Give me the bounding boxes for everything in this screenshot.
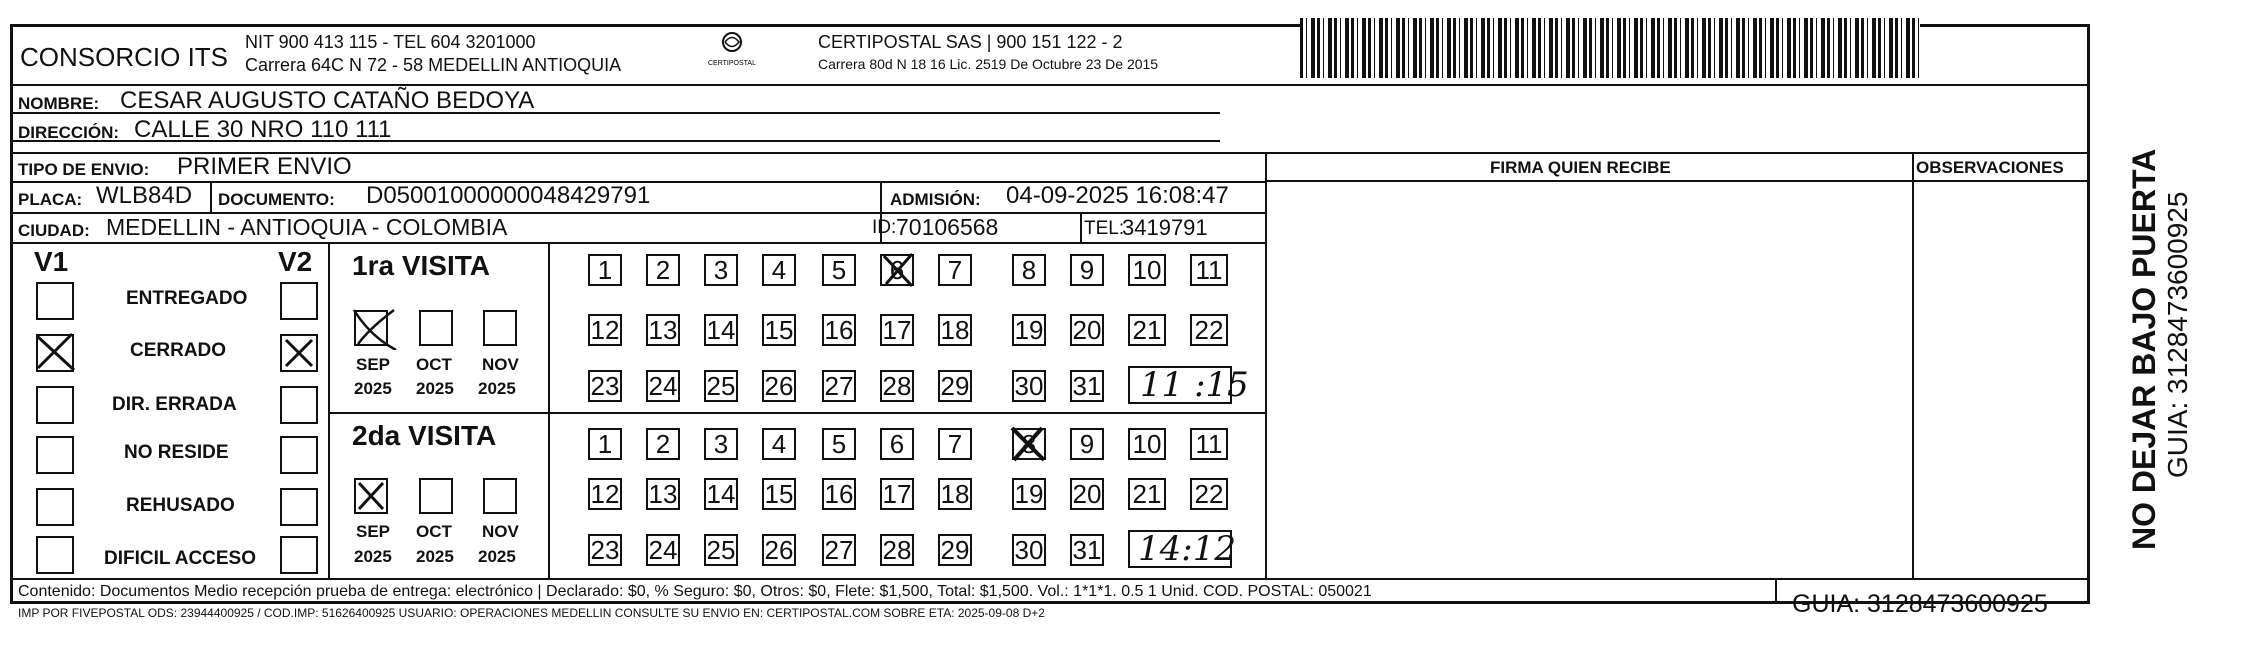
visit2-day-button[interactable]: 24	[646, 534, 680, 566]
visit1-day-button[interactable]: 3	[704, 254, 738, 286]
footer-content-line: Contenido: Documentos Medio recepción prueba de entrega: electrónico | Declarado: $0, % Seguro: $0, Otros: $0, Flete: $1,500, Total: $1,500. Vol.: 1*1*1. 0.5 1 Unid. COD. POSTAL: 050021	[18, 583, 1372, 600]
certipostal-line-2: Carrera 80d N 18 16 Lic. 2519 De Octubre 23 De 2015	[818, 56, 1159, 72]
visit2-year-oct: 2025	[416, 547, 454, 566]
v2-rehusado-checkbox[interactable]	[280, 488, 318, 526]
visit2-day-button[interactable]: 4	[762, 428, 796, 460]
visit2-month-nov: NOV	[482, 522, 519, 541]
visit1-month-sep-checkbox[interactable]	[354, 310, 388, 346]
visit1-day-button[interactable]: 18	[938, 314, 972, 346]
visit2-day-button[interactable]: 17	[880, 478, 914, 510]
tipo-value: PRIMER ENVIO	[177, 153, 352, 180]
nombre-value: CESAR AUGUSTO CATAÑO BEDOYA	[120, 87, 535, 114]
visit1-day-button[interactable]: 7	[938, 254, 972, 286]
visit1-month-oct: OCT	[416, 355, 452, 374]
barcode	[1300, 18, 1920, 78]
observaciones-header: OBSERVACIONES	[1916, 158, 2064, 177]
visit2-time-field[interactable]	[1128, 529, 1236, 569]
visit2-day-button-marked[interactable]: 8	[1012, 428, 1046, 460]
col-divider	[1912, 152, 1914, 578]
tel-value: 3419791	[1122, 215, 1208, 240]
visit1-day-button[interactable]: 5	[822, 254, 856, 286]
company-name: CONSORCIO ITS	[20, 42, 229, 72]
visit1-day-button[interactable]: 19	[1012, 314, 1046, 346]
v1-entregado-checkbox[interactable]	[36, 282, 74, 320]
certipostal-line-1: CERTIPOSTAL SAS | 900 151 122 - 2	[818, 32, 1123, 52]
v1-no-reside-checkbox[interactable]	[36, 436, 74, 474]
visit1-time-field[interactable]	[1128, 365, 1249, 405]
v1-rehusado-checkbox[interactable]	[36, 488, 74, 526]
visit2-day-button[interactable]: 19	[1012, 478, 1046, 510]
check-mark-icon	[350, 306, 404, 350]
col-divider	[210, 181, 212, 212]
visit1-day-button[interactable]: 8	[1012, 254, 1046, 286]
visit1-day-button[interactable]: 1	[588, 254, 622, 286]
status-no-reside: NO RESIDE	[124, 442, 229, 463]
visit2-day-button[interactable]: 22	[1190, 478, 1228, 510]
visit1-year-sep: 2025	[354, 379, 392, 398]
visit1-day-button[interactable]: 14	[704, 314, 738, 346]
footer-imp-line: IMP POR FIVEPOSTAL ODS: 23944400925 / COD.IMP: 51626400925 USUARIO: OPERACIONES MEDELLIN CONSULTE SU ENVIO EN: CERTIPOSTAL.COM SOBRE ETA: 2025-09-08 D+2	[18, 606, 1045, 620]
visit2-day-button[interactable]: 12	[588, 478, 622, 510]
visit2-day-button[interactable]: 26	[762, 534, 796, 566]
header-divider	[10, 84, 2090, 86]
visit1-year-oct: 2025	[416, 379, 454, 398]
visit2-day-button[interactable]: 7	[938, 428, 972, 460]
visit1-day-button[interactable]: 11	[1190, 254, 1228, 286]
documento-value: D05001000000048429791	[366, 182, 651, 209]
footer-guia: GUIA: 3128473600925	[1792, 590, 2048, 618]
visit1-day-button[interactable]: 31	[1070, 370, 1104, 402]
v2-dificil-acceso-checkbox[interactable]	[280, 536, 318, 574]
visit1-day-button[interactable]: 13	[646, 314, 680, 346]
visit2-day-button[interactable]: 21	[1128, 478, 1166, 510]
visit2-day-button[interactable]: 1	[588, 428, 622, 460]
placa-label: PLACA:	[18, 190, 83, 209]
visit1-time: 11 :15	[1140, 365, 1249, 405]
row-divider	[10, 242, 1265, 244]
col-divider	[1080, 212, 1082, 242]
visit2-day-button[interactable]: 30	[1012, 534, 1046, 566]
company-line-2: Carrera 64C N 72 - 58 MEDELLIN ANTIOQUIA	[245, 55, 622, 75]
visit2-day-button[interactable]: 27	[822, 534, 856, 566]
status-entregado: ENTREGADO	[126, 288, 248, 309]
direccion-label: DIRECCIÓN:	[18, 123, 120, 142]
visit2-month-sep-checkbox[interactable]	[354, 478, 388, 514]
direccion-value: CALLE 30 NRO 110 111	[134, 116, 392, 143]
visit1-day-button[interactable]: 27	[822, 370, 856, 402]
visit2-day-button[interactable]: 18	[938, 478, 972, 510]
visit1-day-button[interactable]: 4	[762, 254, 796, 286]
logo-text: CERTIPOSTAL	[708, 60, 756, 67]
logo-icon	[706, 30, 758, 72]
visit1-day-button[interactable]: 21	[1128, 314, 1166, 346]
tipo-label: TIPO DE ENVIO:	[18, 160, 150, 179]
admision-label: ADMISIÓN:	[890, 190, 981, 209]
visit1-day-button[interactable]: 2	[646, 254, 680, 286]
visit1-day-button[interactable]: 25	[704, 370, 738, 402]
visit1-year-nov: 2025	[478, 379, 516, 398]
check-mark-icon	[280, 334, 318, 372]
v1-cerrado-checkbox[interactable]	[36, 334, 74, 372]
visit2-day-button[interactable]: 15	[762, 478, 796, 510]
v2-cerrado-checkbox[interactable]	[280, 334, 318, 372]
v2-dir-errada-checkbox[interactable]	[280, 386, 318, 424]
row-divider	[328, 412, 1265, 414]
id-label: ID:	[872, 217, 897, 238]
visit1-day-button[interactable]: 9	[1070, 254, 1104, 286]
visit1-day-button-marked[interactable]: 6	[880, 254, 914, 286]
footer-divider	[10, 578, 2090, 580]
visit2-day-button[interactable]: 6	[880, 428, 914, 460]
status-cerrado: CERRADO	[130, 340, 227, 361]
visit2-month-sep: SEP	[356, 522, 391, 541]
v1-dir-errada-checkbox[interactable]	[36, 386, 74, 424]
visit1-month-sep: SEP	[356, 355, 391, 374]
visit1-day-button[interactable]: 10	[1128, 254, 1166, 286]
v2-entregado-checkbox[interactable]	[280, 282, 318, 320]
side-notice: NO DEJAR BAJO PUERTA	[2126, 148, 2162, 550]
placa-value: WLB84D	[96, 182, 193, 209]
signature-area[interactable]	[1265, 182, 1910, 576]
v1-dificil-acceso-checkbox[interactable]	[36, 536, 74, 574]
nombre-label: NOMBRE:	[18, 94, 100, 113]
visit2-year-sep: 2025	[354, 547, 392, 566]
ciudad-label: CIUDAD:	[18, 221, 90, 240]
status-rehusado: REHUSADO	[126, 495, 235, 516]
status-dir-errada: DIR. ERRADA	[112, 394, 237, 415]
visit1-month-nov: NOV	[482, 355, 519, 374]
visit1-day-button[interactable]: 26	[762, 370, 796, 402]
visit2-day-button[interactable]: 14	[704, 478, 738, 510]
firma-header: FIRMA QUIEN RECIBE	[1490, 158, 1671, 177]
visit1-title: 1ra VISITA	[352, 250, 490, 281]
visit1-day-button[interactable]: 16	[822, 314, 856, 346]
visit2-month-oct: OCT	[416, 522, 452, 541]
check-mark-icon	[878, 250, 918, 290]
visit2-day-button[interactable]: 20	[1070, 478, 1104, 510]
visit2-day-button[interactable]: 10	[1128, 428, 1166, 460]
check-mark-icon	[1008, 424, 1048, 464]
visit2-day-button[interactable]: 9	[1070, 428, 1104, 460]
check-mark-icon	[354, 478, 388, 514]
visit2-day-button[interactable]: 31	[1070, 534, 1104, 566]
visit2-day-button[interactable]: 2	[646, 428, 680, 460]
visit2-day-button[interactable]: 3	[704, 428, 738, 460]
visit1-day-button[interactable]: 30	[1012, 370, 1046, 402]
visit1-day-button[interactable]: 15	[762, 314, 796, 346]
col-divider	[328, 242, 330, 578]
tel-label: TEL:	[1084, 218, 1125, 239]
visit2-year-nov: 2025	[478, 547, 516, 566]
certipostal-logo	[706, 30, 758, 72]
side-guia: GUIA: 3128473600925	[2162, 191, 2193, 478]
visit2-day-button[interactable]: 29	[938, 534, 972, 566]
visit2-day-button[interactable]: 23	[588, 534, 622, 566]
visit2-day-button[interactable]: 28	[880, 534, 914, 566]
id-value: 70106568	[896, 214, 999, 240]
visit1-day-button[interactable]: 24	[646, 370, 680, 402]
visit2-day-button[interactable]: 11	[1190, 428, 1228, 460]
visit2-title: 2da VISITA	[352, 420, 497, 451]
visit2-day-button[interactable]: 13	[646, 478, 680, 510]
status-dificil-acceso: DIFICIL ACCESO	[104, 548, 257, 569]
visit1-day-button[interactable]: 12	[588, 314, 622, 346]
v2-label: V2	[278, 246, 313, 277]
col-divider	[1775, 578, 1777, 604]
visit1-day-button[interactable]: 29	[938, 370, 972, 402]
visit1-day-button[interactable]: 23	[588, 370, 622, 402]
visit2-day-button[interactable]: 25	[704, 534, 738, 566]
visit2-day-button[interactable]: 16	[822, 478, 856, 510]
visit1-month-oct-checkbox[interactable]	[419, 310, 453, 346]
company-line-1: NIT 900 413 115 - TEL 604 3201000	[245, 32, 536, 52]
visit1-month-nov-checkbox[interactable]	[483, 310, 517, 346]
visit2-month-oct-checkbox[interactable]	[419, 478, 453, 514]
visit2-day-button[interactable]: 5	[822, 428, 856, 460]
visit2-month-nov-checkbox[interactable]	[483, 478, 517, 514]
visit1-day-button[interactable]: 22	[1190, 314, 1228, 346]
col-divider	[548, 242, 550, 578]
admision-value: 04-09-2025 16:08:47	[1006, 182, 1229, 209]
visit1-day-button[interactable]: 20	[1070, 314, 1104, 346]
ciudad-value: MEDELLIN - ANTIOQUIA - COLOMBIA	[106, 214, 508, 240]
v1-label: V1	[34, 246, 69, 277]
documento-label: DOCUMENTO:	[218, 190, 335, 209]
v2-no-reside-checkbox[interactable]	[280, 436, 318, 474]
visit1-day-button[interactable]: 17	[880, 314, 914, 346]
visit1-day-button[interactable]: 28	[880, 370, 914, 402]
visit2-time: 14:12	[1138, 529, 1236, 569]
check-mark-icon	[32, 332, 82, 372]
